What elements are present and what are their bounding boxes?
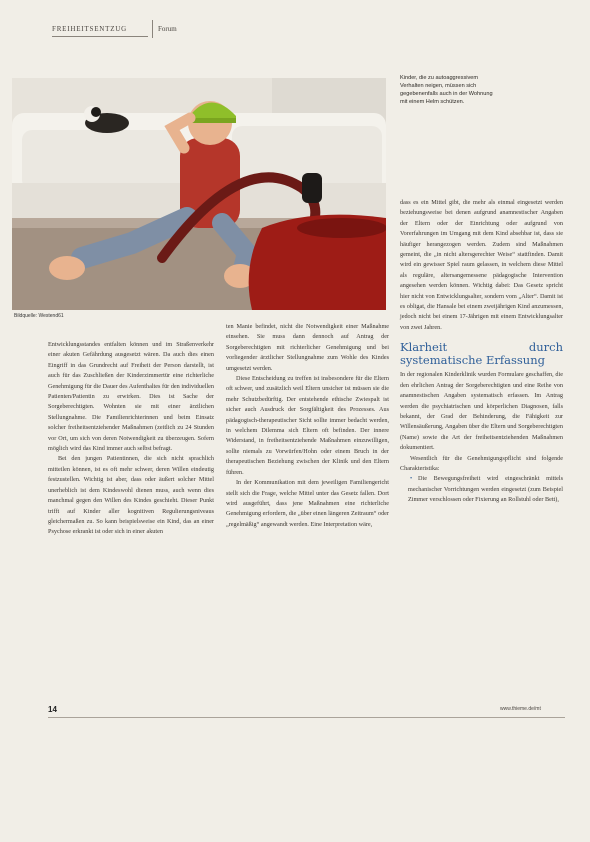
article-photo <box>12 78 386 310</box>
paragraph: In der regionalen Kinderklinik wurden Formulare geschaffen, die den ehrlichen Antrag der Sorgeberechtigten und eine Reihe von anamnestischen Angaben systematisch erfassen. Im Antrag werden die psychiatrischen und körperlichen Diagnosen, falls bekannt, der Grad der Behinderung, die Fähigkeit zur Willensäußerung, Angaben über die Eltern und Sorgeberechtigten (Name) sowie die Art der freiheitsentziehenden Maßnahmen dokumentiert. <box>400 371 563 452</box>
paragraph: ten Manie befindet, nicht die Notwendigkeit einer Maßnahme einsehen. Sie muss dann dennoch auf Antrag der Sorgeberechtigten mit richterlicher Genehmigung und bei vorliegender ärztlicher Stellungnahme zum Wohle des Kindes umgesetzt werden. <box>226 323 389 372</box>
bullet-item: • Die Bewegungsfreiheit wird eingeschränkt mittels mechanischer Vorrichtungen werden eingesetzt (zum Beispiel Zimmer verschlossen oder Fixierung an Rollstuhl oder Bett), <box>400 474 563 505</box>
page-number: 14 <box>48 705 57 714</box>
text-column-2 <box>226 322 389 530</box>
header-category: Forum <box>158 25 177 33</box>
paragraph: Entwicklungsstandes entfalten können und im Straßenverkehr einer akuten Gefährdung ausgesetzt wären. Da auch dies einen Eingriff in das Grundrecht auf Freiheit der Person darstellt, ist auch für das Zuschließen der Kinderzimmertür eine richterliche Genehmigung für die Dauer des Aufenthaltes für den individuellen Patienten/Patientin zu erwirken. Dies ist Sache der Sorgeberechtigten. Wohnten sie mit einer ärztlichen Stellungnahme. Die Familienrichterinnen und beim Einsatz solcher freiheitsentziehender Maßnahmen (zeitlich zu 24 Stunden vor Ort, um sich von deren Notwendigkeit zu überzeugen. Sofern möglich wird das Kind immer auch selbst befragt. <box>48 341 214 453</box>
text-column-3 <box>400 198 563 506</box>
header-rule <box>52 36 148 37</box>
paragraph: Wesentlich für die Genehmigungspflicht sind folgende Charakteristika: <box>400 454 563 472</box>
paragraph: In der Kommunikation mit dem jeweiligen Familiengericht stellt sich die Frage, welche Mittel unter das Gesetz fallen. Dort wird ausgeführt, dass jene Maßnahmen eine richterliche Genehmigung erfordern, die „über einen längeren Zeitraum“ oder „regelmäßig“ angewandt werden. Eine Interpretation wäre, <box>226 479 389 528</box>
paragraph: Diese Entscheidung zu treffen ist insbesondere für die Eltern oft schwer, und zusätzlich weil Eltern unsicher ist müssen sie die mehr Schutzbedürftig. Der entstehende ethische Zwiespalt ist sicher auch Ausdruck der Sorgfältigkeit des Prozesses. Aus pädagogisch-therapeutischer Sicht sollte immer bedacht werden, in welchem Dilemma sich Eltern oft befinden. Der innere Widerstand, in freiheitsentziehende Maßnahmen einzuwilligen, sollte niemals zu Vorwürfen/Hohn oder einem Bruch in der therapeutischen Beziehung zwischen der Klinik und den Eltern führen. <box>226 375 389 476</box>
footer-website: www.thieme.de/mt <box>500 706 541 712</box>
paragraph: dass es ein Mittel gibt, die mehr als einmal eingesetzt werden beziehungsweise bei denen aufgrund anamnestischer Angaben der Eltern oder der Einrichtung oder aufgrund von Vorerfahrungen im Umgang mit dem Kind absehbar ist, dass sie häufiger herangezogen werden. Zudem sind Maßnahmen gemeint, die „in nicht altersgerechter Weise“ stattfinden. Damit wird ein gewisser Spiel raum gelassen, in welchem diese Mittel als reguläre, altersangemessene pädagogische Intervention angesehen werden können. Wichtig dabei: Das Gesetz spricht hier nicht von Entwicklungsalter, sondern vom „Alter“. Damit ist es obligat, die Hansale bei einem zweijährigen Kind anzumessen, jedoch nicht bei einem 17-Jährigen mit einem Entwicklungsalter von zwei Jahren. <box>400 199 563 331</box>
footer-rule <box>48 717 565 718</box>
text-column-1 <box>48 340 214 538</box>
photo-caption: Kinder, die zu autoaggressivem Verhalten neigen, müssen sich gegebenenfalls auch in der Wohnung mit einem Helm schützen. <box>400 75 493 105</box>
header-divider <box>152 20 153 38</box>
section-heading: Klarheit durch systematische Erfassung <box>400 340 563 367</box>
header-section: FREIHEITSENTZUG <box>52 25 127 33</box>
paragraph: Bei den jungen Patientinnen, die sich nicht sprachlich mitteilen können, ist es oft mehr schwer, deren Willen eindeutig festzustellen. Wichtig ist aber, dass oder äußert solcher Mittel unerheblich ist dem Kindeswohl dienen muss, auch wenn dies manchmal gegen den Willen des Kindes geschieht. Dieser Punkt trifft auf Kinder aller kognitiven Regulierungsniveaus gleichermaßen zu. So kann beispielsweise ein Kind, das an einer Psychose erkrankt ist oder sich in einer akuten <box>48 455 214 536</box>
running-header <box>52 25 127 33</box>
photo-credit: Bildquelle: Westend61 <box>14 313 64 319</box>
